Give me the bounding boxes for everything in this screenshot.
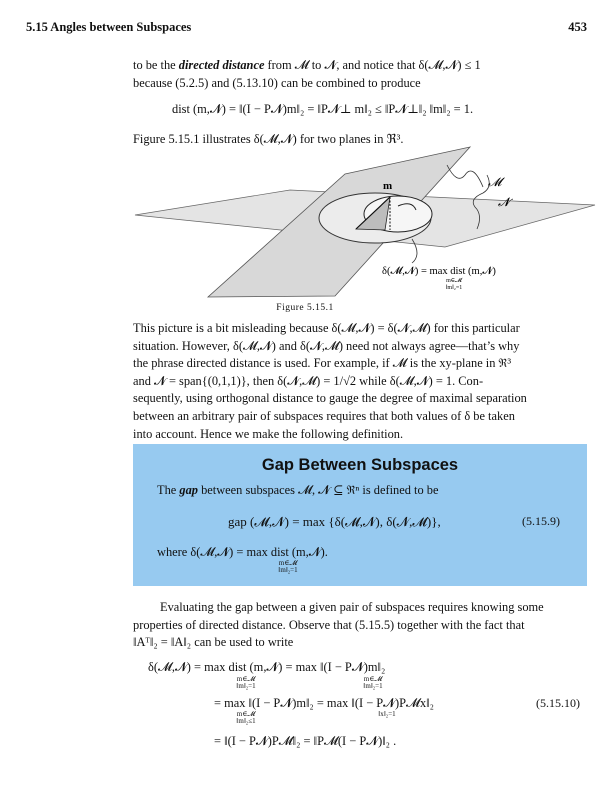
definition-box xyxy=(133,444,587,586)
final-eq-sub: m∈𝓜 xyxy=(236,675,256,683)
equation-number-5-15-10: (5.15.10) xyxy=(536,696,580,710)
section-heading: 5.15 Angles between Subspaces xyxy=(26,20,192,34)
page-number: 453 xyxy=(568,20,587,34)
final-eq-sub: m∈𝓜 xyxy=(236,710,256,718)
final-eq-row-3: = ‖(I − P𝓝)P𝓜‖₂ = ‖P𝓜(I − P𝓝)‖₂ . xyxy=(214,734,397,748)
closing-line: ‖Aᵀ‖₂ = ‖A‖₂ can be used to write xyxy=(133,635,294,650)
figure-caption: Figure 5.15.1 xyxy=(276,303,334,313)
where-sub-2: ‖m‖₂=1 xyxy=(278,566,298,574)
figure-annotation-sub2: ‖m‖₂=1 xyxy=(445,285,463,291)
final-eq-sub: ‖m‖₂≤1 xyxy=(236,717,256,725)
figure-reference: Figure 5.15.1 illustrates δ(𝓜,𝓝) for two planes in ℜ³. xyxy=(133,132,404,146)
definition-statement xyxy=(157,482,438,498)
definition-text: between subspaces 𝓜, 𝓝 ⊆ ℜⁿ is defined to be xyxy=(197,483,439,497)
figure-annotation: δ(𝓜,𝓝) = max dist (m,𝓝) xyxy=(382,266,496,277)
discussion-line: into account. Hence we make the following definition. xyxy=(133,426,404,441)
intro-text: from 𝓜 to 𝓝, and notice that δ(𝓜,𝓝) ≤ 1 xyxy=(264,58,481,72)
label-m-vector: m xyxy=(383,180,393,192)
closing-line: properties of directed distance. Observe that (5.15.5) together with the fact that xyxy=(133,617,525,632)
directed-distance-term: directed distance xyxy=(178,58,265,72)
gap-term: gap xyxy=(179,483,198,497)
gap-equation: gap (𝓜,𝓝) = max {δ(𝓜,𝓝), δ(𝓝,𝓜)}, xyxy=(228,514,441,529)
figure-annotation-sub1: m∈𝓜 xyxy=(446,278,462,284)
discussion-paragraph xyxy=(133,320,586,443)
definition-text: The xyxy=(157,483,180,497)
intro-line-2: because (5.2.5) and (5.13.10) can be combined to produce xyxy=(133,75,421,90)
closing-line: Evaluating the gap between a given pair of subspaces requires knowing some xyxy=(160,600,544,614)
where-line: where δ(𝓜,𝓝) = max dist (m,𝓝). xyxy=(157,545,328,559)
final-eq-sub: ‖m‖₂=1 xyxy=(236,682,256,690)
label-plane-n: 𝓝 xyxy=(498,195,510,209)
discussion-line: between an arbitrary pair of subspaces requires that both values of δ be taken xyxy=(133,408,515,423)
discussion-line: situation. However, δ(𝓜,𝓝) and δ(𝓝,𝓜) need not always agree—that’s why xyxy=(133,338,520,353)
definition-title: Gap Between Subspaces xyxy=(261,456,459,474)
discussion-line: and 𝓝 = span{(0,1,1)}, then δ(𝓝,𝓜) = 1/√2 while δ(𝓜,𝓝) = 1. Con- xyxy=(133,373,484,388)
equation-number-5-15-9: (5.15.9) xyxy=(522,514,560,528)
discussion-line: sequently, using orthogonal distance to gauge the degree of maximal separation xyxy=(133,391,527,406)
pointer-m xyxy=(447,165,483,187)
final-eq-sub: m∈𝓜 xyxy=(363,675,383,683)
final-eq-sub: ‖m‖₂=1 xyxy=(363,682,383,690)
final-eq-sub: ‖x‖₂=1 xyxy=(378,710,396,718)
where-sub-1: m∈𝓜 xyxy=(278,559,298,567)
planes-figure xyxy=(0,0,610,320)
final-eq-row-1: δ(𝓜,𝓝) = max dist (m,𝓝) = max ‖(I − P𝓝)m‖₂ xyxy=(148,660,386,674)
label-plane-m: 𝓜 xyxy=(488,175,502,189)
discussion-line: This picture is a bit misleading because δ(𝓜,𝓝) = δ(𝓝,𝓜) for this particular xyxy=(133,321,520,335)
intro-text: to be the xyxy=(133,58,179,72)
discussion-line: the phrase directed distance is used. For example, if 𝓜 is the xy-plane in ℜ³ xyxy=(133,356,512,371)
distance-equation: dist (m,𝓝) = ‖(I − P𝓝)m‖₂ = ‖P𝓝⊥ m‖₂ ≤ ‖P𝓝⊥‖₂ ‖m‖₂ = 1. xyxy=(172,102,474,116)
closing-paragraph xyxy=(133,599,586,652)
final-eq-row-2: = max ‖(I − P𝓝)m‖₂ = max ‖(I − P𝓝)P𝓜x‖₂ xyxy=(214,696,434,710)
